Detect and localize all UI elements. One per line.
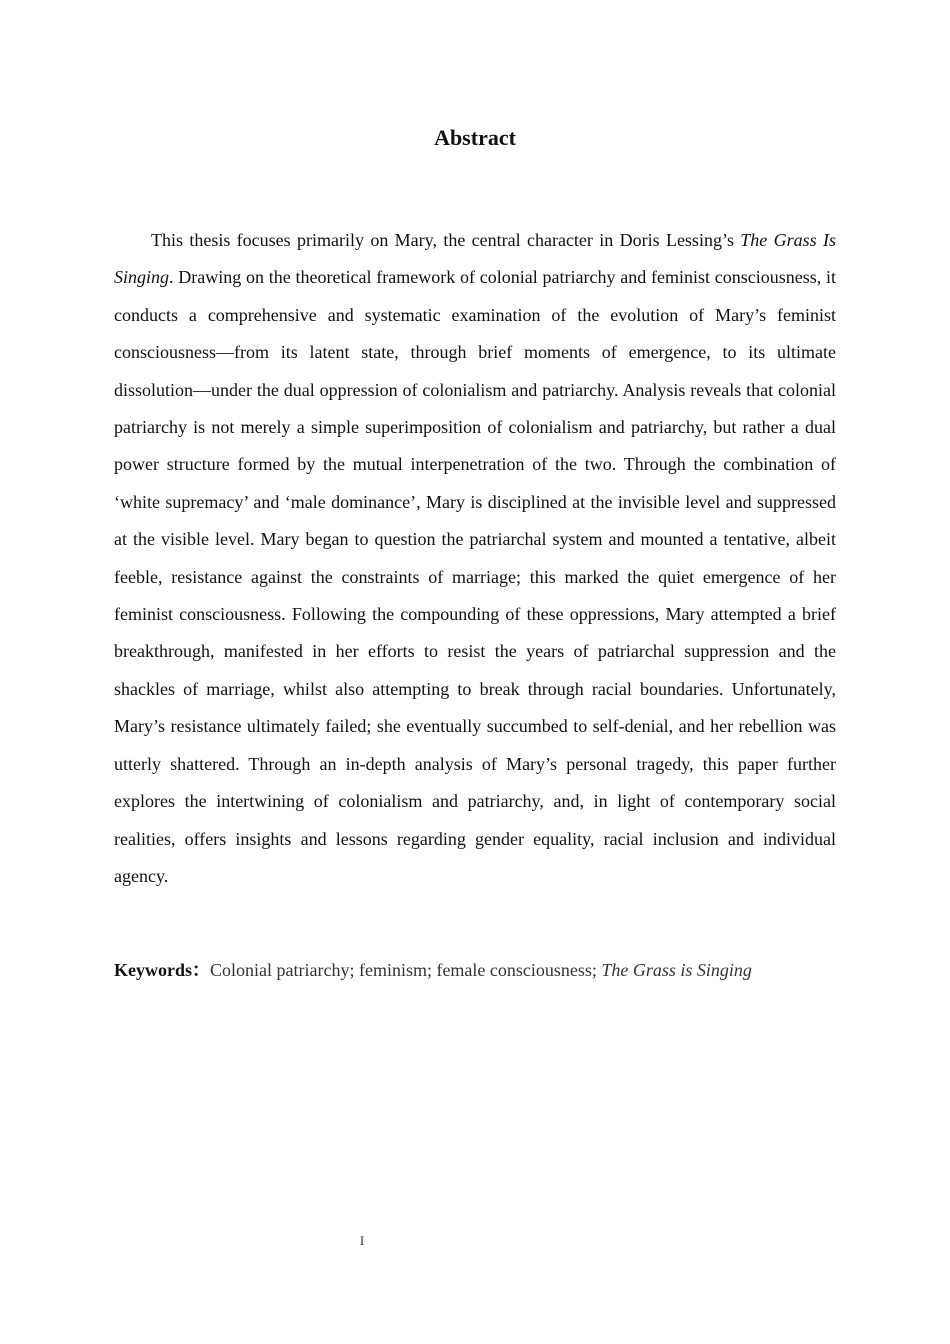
abstract-paragraph [114, 222, 836, 895]
abstract-text-intro: This thesis focuses primarily on Mary, the central character in Doris Lessing’s [151, 230, 741, 250]
keywords-book-title: The Grass is Singing [601, 960, 752, 980]
keywords-terms: Colonial patriarchy; feminism; female consciousness; [210, 960, 602, 980]
abstract-text-main: . Drawing on the theoretical framework of colonial patriarchy and feminist consciousness, it conducts a comprehensive and systematic examination of the evolution of Mary’s feminist consciousness—from its latent state, through brief moments of emergence, to its ultimate dissolution—under the dual oppression of colonialism and patriarchy. Analysis reveals that colonial patriarchy is not merely a simple superimposition of colonialism and patriarchy, but rather a dual power structure formed by the mutual interpenetration of the two. Through the combination of ‘white supremacy’ and ‘male dominance’, Mary is disciplined at the invisible level and suppressed at the visible level. Mary began to question the patriarchal system and mounted a tentative, albeit feeble, resistance against the constraints of marriage; this marked the quiet emergence of her feminist consciousness. Following the compounding of these oppressions, Mary attempted a brief breakthrough, manifested in her efforts to resist the years of patriarchal suppression and the shackles of marriage, whilst also attempting to break through racial boundaries. Unfortunately, Mary’s resistance ultimately failed; she eventually succumbed to self-denial, and her rebellion was utterly shattered. Through an in-depth analysis of Mary’s personal tragedy, this paper further explores the intertwining of colonialism and patriarchy, and, in light of contemporary social realities, offers insights and lessons regarding gender equality, racial inclusion and individual agency. [114, 267, 836, 886]
keywords-line [114, 956, 854, 984]
abstract-title: Abstract [434, 125, 516, 150]
keywords-label: Keywords： [114, 960, 210, 980]
page-number: I [359, 1233, 365, 1248]
abstract-book-title: The Grass Is Singing [114, 230, 836, 288]
